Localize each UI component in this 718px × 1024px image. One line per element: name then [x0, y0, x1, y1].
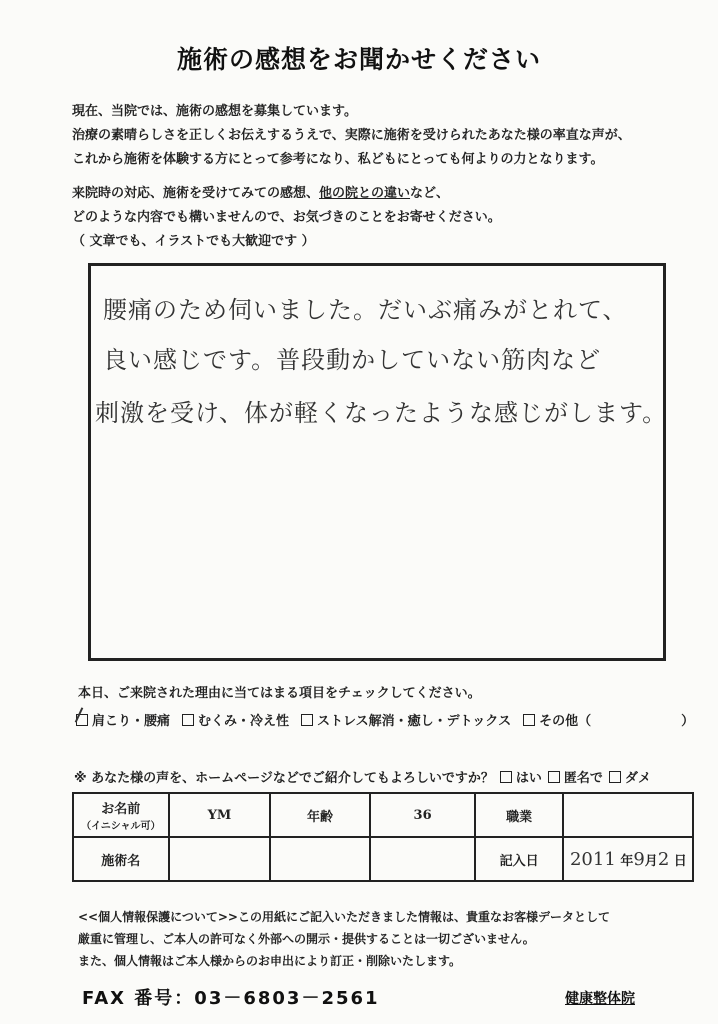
request-line — [72, 182, 501, 206]
date-unit: 年 — [620, 853, 634, 869]
treatment-field-extension[interactable] — [270, 837, 370, 881]
reason-prompt: 本日、ご来院された理由に当てはまる項目をチェックしてください。 — [78, 686, 481, 701]
reason-label: その他（ — [539, 714, 592, 729]
page-title: 施術の感想をお聞かせください — [176, 45, 541, 74]
reason-checklist — [76, 710, 694, 729]
feedback-line: 腰痛のため伺いました。だいぶ痛みがとれて、 — [103, 296, 628, 324]
checkbox[interactable] — [548, 771, 560, 783]
reason-label: ストレス解消・癒し・デトックス — [317, 714, 512, 729]
info-table — [72, 792, 694, 882]
name-field[interactable]: YM — [169, 793, 271, 837]
checkbox-checked[interactable] — [76, 714, 88, 726]
age-label: 年齢 — [270, 793, 370, 837]
privacy-line: 厳重に管理し、ご本人の許可なく外部への開示・提供することは一切ございません。 — [78, 932, 535, 946]
consent-label: 匿名で — [563, 771, 603, 786]
date-month: 9 — [633, 848, 645, 870]
other-clinic-difference: 他の院との違い — [319, 186, 411, 201]
job-label: 職業 — [475, 793, 563, 837]
reason-other[interactable] — [523, 710, 694, 729]
consent-row — [74, 767, 651, 786]
checkbox[interactable] — [182, 714, 194, 726]
reason-shoulder-back[interactable] — [76, 710, 170, 729]
reason-swelling-cold[interactable] — [182, 710, 289, 729]
feedback-line: 良い感じです。普段動かしていない筋肉など — [103, 346, 602, 374]
table-row — [73, 793, 693, 837]
treatment-field[interactable] — [169, 837, 271, 881]
consent-question: ※ あなた様の声を、ホームページなどでご紹介してもよろしいですか？ — [74, 771, 494, 786]
fax-number: FAX 番号：03－6803－2561 — [82, 988, 380, 1009]
date-field[interactable] — [563, 837, 693, 881]
name-label-cell — [73, 793, 169, 837]
blank-cell — [370, 837, 476, 881]
date-day: 2 — [657, 848, 670, 870]
date-unit: 月 — [644, 853, 658, 869]
privacy-notice — [78, 906, 610, 972]
consent-yes[interactable] — [500, 767, 542, 786]
consent-no[interactable] — [609, 767, 651, 786]
age-field[interactable]: 36 — [370, 793, 476, 837]
reason-stress-relief[interactable] — [301, 710, 511, 729]
intro-paragraph — [72, 100, 631, 172]
reason-label: 肩こり・腰痛 — [92, 714, 171, 729]
checkbox[interactable] — [609, 771, 621, 783]
consent-label: ダメ — [624, 771, 651, 786]
other-close-paren: ） — [681, 714, 695, 729]
checkbox[interactable] — [523, 714, 535, 726]
request-text: など、 — [410, 186, 450, 201]
consent-anonymous[interactable] — [548, 767, 603, 786]
job-field[interactable] — [563, 793, 693, 837]
name-label: お名前 — [101, 802, 141, 817]
table-row — [73, 837, 693, 881]
intro-line: 現在、当院では、施術の感想を募集しています。 — [72, 104, 357, 119]
checkbox[interactable] — [301, 714, 313, 726]
consent-label: はい — [515, 771, 542, 786]
request-line: どのような内容でも構いませんので、お気づきのことをお寄せください。 — [72, 210, 501, 225]
intro-line: これから施術を体験する方にとって参考になり、私どもにとっても何よりの力となります。 — [72, 152, 604, 167]
treatment-label: 施術名 — [73, 837, 169, 881]
reason-label: むくみ・冷え性 — [198, 714, 290, 729]
checkbox[interactable] — [500, 771, 512, 783]
date-label: 記入日 — [475, 837, 563, 881]
date-unit: 日 — [673, 853, 687, 869]
request-text: 来院時の対応、施術を受けてみての感想、 — [72, 186, 320, 201]
name-sub-label: （イニシャル可） — [81, 821, 161, 832]
request-line: （ 文章でも、イラストでも大歓迎です ） — [72, 234, 315, 249]
date-year: 2011 — [569, 848, 616, 870]
privacy-line: <<個人情報保護について>>この用紙にご記入いただきました情報は、貴重なお客様データとして — [78, 910, 610, 924]
privacy-line: また、個人情報はご本人様からのお申出により訂正・削除いたします。 — [78, 954, 462, 968]
intro-line: 治療の素晴らしさを正しくお伝えするうえで、実際に施術を受けられたあなた様の率直な声が、 — [72, 128, 631, 143]
feedback-line: 刺激を受け、体が軽くなったような感じがします。 — [95, 399, 668, 427]
clinic-name: 健康整体院 — [565, 991, 635, 1007]
request-paragraph — [72, 182, 501, 254]
